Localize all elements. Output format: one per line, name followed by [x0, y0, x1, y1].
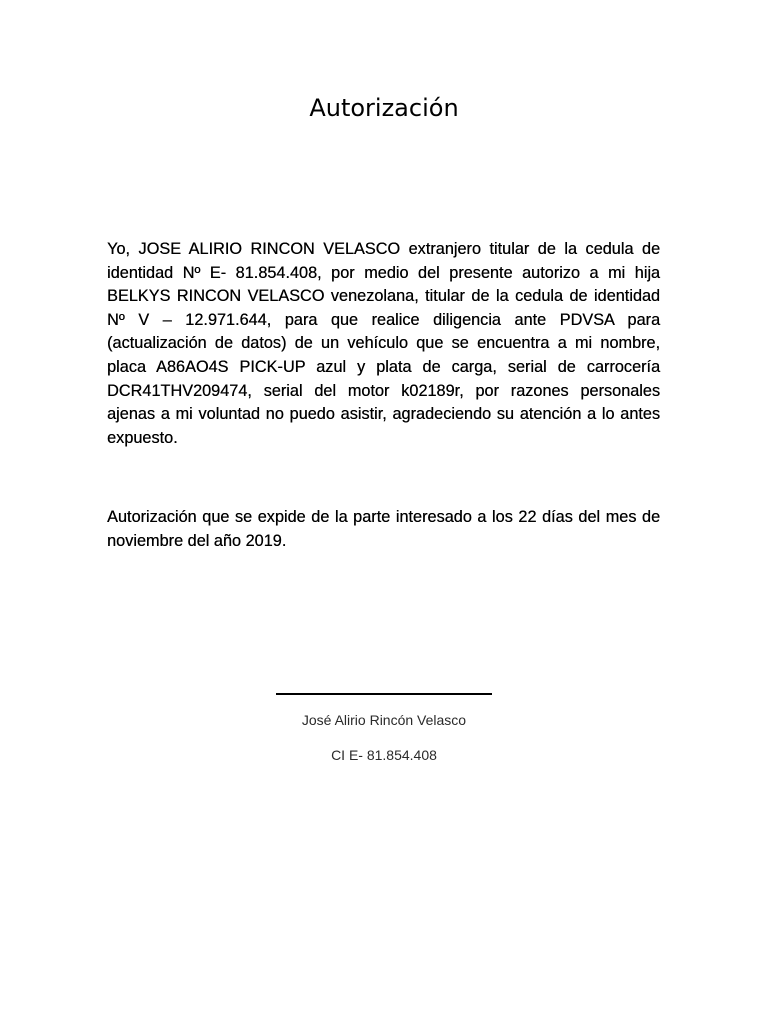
document-title: Autorización [309, 94, 459, 122]
signer-name: José Alirio Rincón Velasco [301, 712, 467, 728]
issuance-paragraph: Autorización que se expide de la parte interesado a los 22 días del mes de noviembre del año 2019. [107, 508, 660, 550]
signature-line [276, 693, 492, 695]
signature-block [0, 678, 768, 763]
signer-id: CI E- 81.854.408 [331, 747, 437, 763]
authorization-paragraph: Yo, JOSE ALIRIO RINCON VELASCO extranjero titular de la cedula de identidad Nº E- 81.854.408, por medio del presente autorizo a mi hija BELKYS RINCON VELASCO venezolana, titular de la cedula de identidad Nº V – 12.971.644, para que realice diligencia ante PDVSA para (actualización de datos) de un vehículo que se encuentra a mi nombre, placa A86AO4S PICK-UP azul y plata de carga, serial de carrocería DCR41THV209474, serial del motor k02189r, por razones personales ajenas a mi voluntad no puedo asistir, agradeciendo su atención a lo antes expuesto. [107, 240, 660, 447]
